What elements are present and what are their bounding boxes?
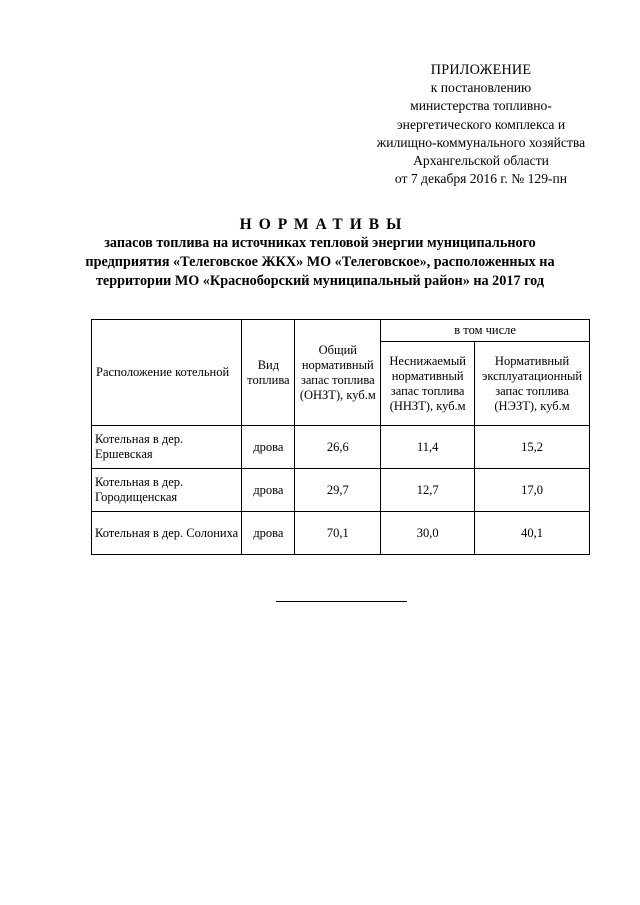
row-total: 29,7: [295, 469, 381, 512]
header-including: в том числе: [381, 320, 590, 342]
appendix-line: министерства топливно-: [410, 98, 552, 114]
row-fuel: дрова: [242, 426, 295, 469]
closing-line: [276, 601, 407, 602]
appendix-block: [356, 61, 606, 188]
appendix-date-number: от 7 декабря 2016 г. № 129-пн: [394, 171, 568, 187]
row-location: Котельная в дер. Ершевская: [92, 426, 242, 469]
header-nnzt: Неснижаемый нормативный запас топлива (ННЗТ), куб.м: [381, 342, 475, 426]
row-nnzt: 30,0: [381, 512, 475, 555]
appendix-line: Архангельской области: [413, 153, 549, 169]
document-title-block: [60, 215, 580, 291]
row-total: 70,1: [295, 512, 381, 555]
appendix-line: энергетического комплекса и: [396, 116, 566, 132]
row-nezt: 17,0: [475, 469, 590, 512]
document-title: НОРМАТИВЫ: [239, 216, 409, 233]
row-nnzt: 12,7: [381, 469, 475, 512]
header-total: Общий нормативный запас топлива (ОНЗТ), куб.м: [295, 320, 381, 426]
row-location: Котельная в дер. Солониха: [92, 512, 242, 555]
header-fuel-type: Вид топлива: [242, 320, 295, 426]
document-subtitle: [60, 234, 580, 291]
header-location: Расположение котельной: [92, 320, 242, 426]
subtitle-line: предприятия «Телеговское ЖКХ» МО «Телеговское», расположенных на: [85, 254, 555, 270]
header-nezt: Нормативный эксплуатационный запас топлива (НЭЗТ), куб.м: [475, 342, 590, 426]
row-fuel: дрова: [242, 469, 295, 512]
table-row: [92, 426, 590, 469]
subtitle-line: территории МО «Красноборский муниципальный район» на 2017 год: [95, 273, 545, 289]
row-nezt: 15,2: [475, 426, 590, 469]
table-row: [92, 512, 590, 555]
appendix-line: жилищно-коммунального хозяйства: [376, 134, 586, 150]
row-fuel: дрова: [242, 512, 295, 555]
row-total: 26,6: [295, 426, 381, 469]
appendix-line: к постановлению: [430, 80, 532, 96]
appendix-heading: ПРИЛОЖЕНИЕ: [430, 62, 532, 78]
table-row: [92, 469, 590, 512]
row-nnzt: 11,4: [381, 426, 475, 469]
norms-table: [91, 319, 590, 555]
subtitle-line: запасов топлива на источниках тепловой энергии муниципального: [104, 235, 536, 251]
row-nezt: 40,1: [475, 512, 590, 555]
row-location: Котельная в дер. Городищенская: [92, 469, 242, 512]
